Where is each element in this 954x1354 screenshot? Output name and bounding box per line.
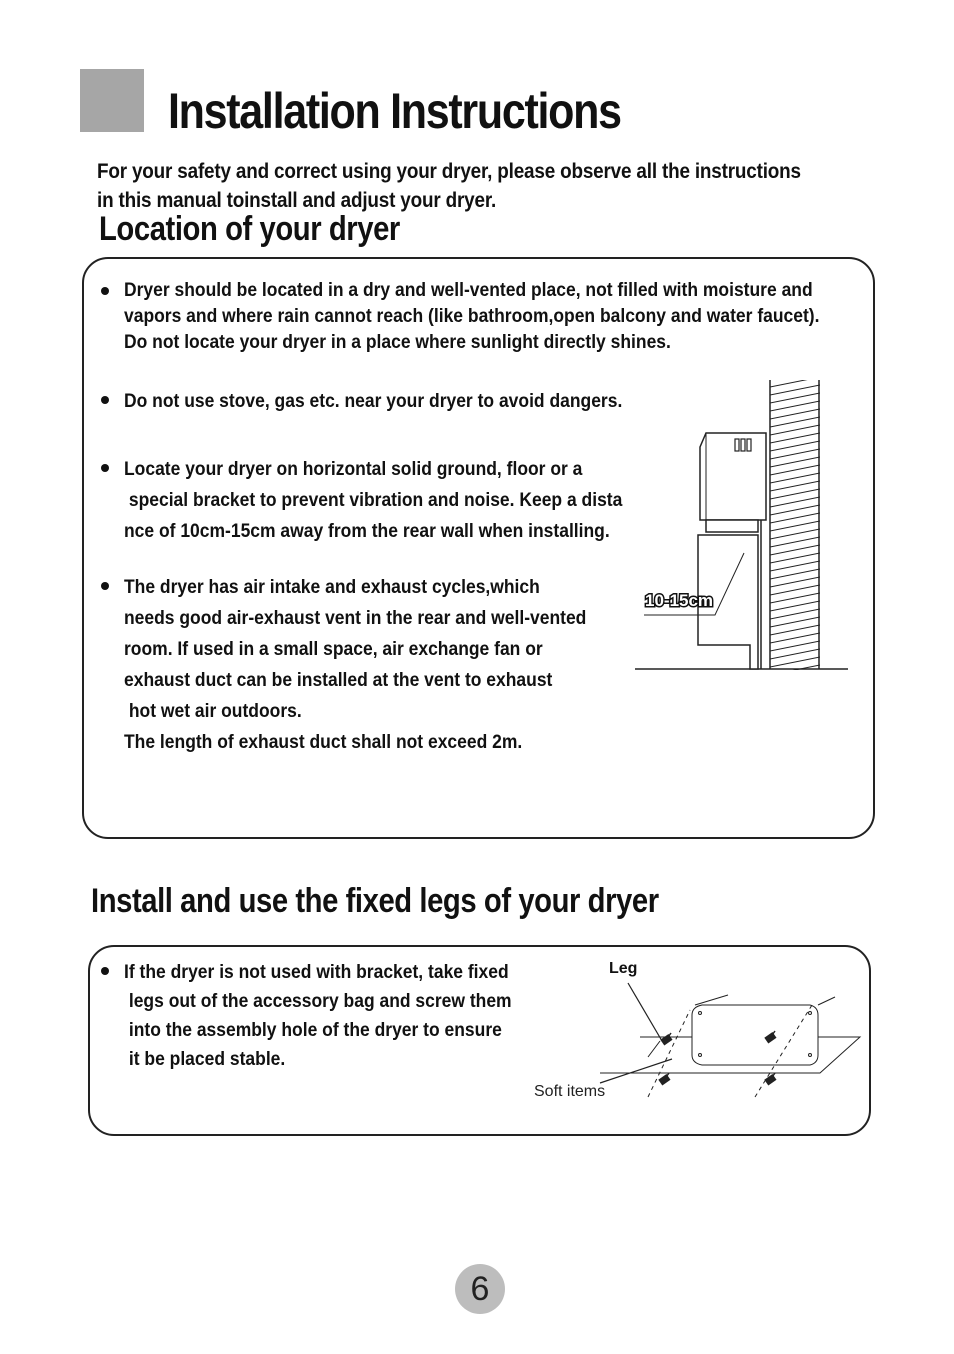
leg-icon <box>661 1033 672 1045</box>
dryer-bottom-panel <box>692 1005 818 1065</box>
bullet-line: nce of 10cm-15cm away from the rear wall when installing. <box>124 521 610 542</box>
bullet-line: Do not use stove, gas etc. near your dryer to avoid dangers. <box>124 391 623 412</box>
leg-pointer-line <box>628 983 662 1041</box>
legs-bullet <box>124 958 512 1074</box>
bullet-line: If the dryer is not used with bracket, take fixed <box>124 962 509 983</box>
panel-edge <box>695 995 728 1005</box>
bullet-line: special bracket to prevent vibration and noise. Keep a dista <box>124 490 623 511</box>
panel-edge <box>818 997 835 1005</box>
bullet-icon <box>101 396 109 404</box>
location-section-title: Location of your dryer <box>99 210 400 248</box>
bullet-line: Do not locate your dryer in a place where sunlight directly shines. <box>124 332 671 353</box>
bullet-line: it be placed stable. <box>124 1049 286 1070</box>
page-number: 6 <box>455 1264 505 1314</box>
page-title: Installation Instructions <box>168 83 621 139</box>
dryer-base <box>706 520 758 532</box>
title-marker-block <box>80 69 144 132</box>
wall-hatching <box>770 377 820 675</box>
location-bullet-2 <box>124 389 622 415</box>
soft-mat-fold <box>648 1041 660 1057</box>
location-bullet-4 <box>124 572 586 758</box>
intro-line: in this manual toinstall and adjust your dryer. <box>97 189 497 212</box>
leg-label: Leg <box>609 960 638 977</box>
intro-text <box>97 157 889 215</box>
wall-clearance-diagram <box>630 375 855 675</box>
clearance-label: 10-15cm <box>645 591 714 610</box>
soft-items-label: Soft items <box>534 1083 606 1100</box>
bullet-line: Locate your dryer on horizontal solid ground, floor or a <box>124 459 583 480</box>
intro-line: For your safety and correct using your dryer, please observe all the instructions <box>97 160 801 183</box>
location-bullet-3 <box>124 454 622 547</box>
bullet-icon <box>101 582 109 590</box>
bullet-line: The dryer has air intake and exhaust cycles,which <box>124 577 540 598</box>
legs-diagram <box>530 955 865 1105</box>
bullet-line: into the assembly hole of the dryer to ensure <box>124 1020 502 1041</box>
bullet-icon <box>101 967 109 975</box>
bullet-line: vapors and where rain cannot reach (like bathroom,open balcony and water faucet). <box>124 306 820 327</box>
bullet-icon <box>101 287 109 295</box>
bullet-icon <box>101 464 109 472</box>
dryer-body <box>700 433 766 520</box>
bullet-line: needs good air-exhaust vent in the rear and well-vented <box>124 608 587 629</box>
bullet-line: Dryer should be located in a dry and well-vented place, not filled with moisture and <box>124 280 813 301</box>
assembly-axis <box>648 1010 690 1097</box>
bullet-line: hot wet air outdoors. <box>124 701 302 722</box>
location-bullet-1 <box>124 278 819 356</box>
leg-icon <box>765 1073 776 1085</box>
legs-section-title: Install and use the fixed legs of your dryer <box>91 882 659 920</box>
leg-icon <box>659 1073 670 1085</box>
bullet-line: legs out of the accessory bag and screw them <box>124 991 512 1012</box>
bullet-line: room. If used in a small space, air exchange fan or <box>124 639 543 660</box>
bullet-line: exhaust duct can be installed at the vent to exhaust <box>124 670 553 691</box>
bullet-line: The length of exhaust duct shall not exceed 2m. <box>124 732 523 753</box>
